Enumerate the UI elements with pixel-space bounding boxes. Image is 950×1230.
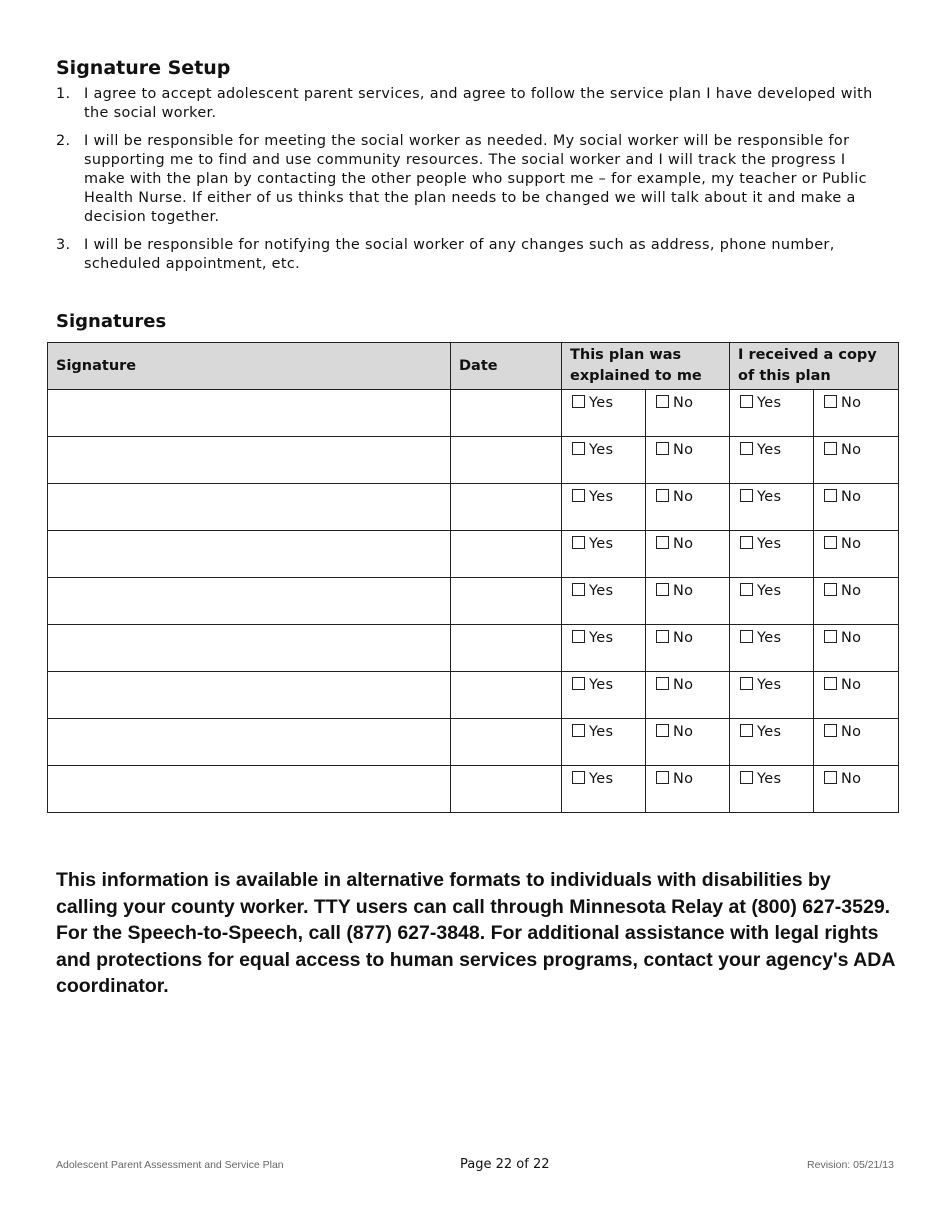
explained-no-checkbox[interactable] bbox=[656, 771, 669, 784]
received-yes-checkbox[interactable] bbox=[740, 677, 753, 690]
received-yes-cell bbox=[730, 672, 814, 719]
explained-no-checkbox[interactable] bbox=[656, 489, 669, 502]
date-column-header: Date bbox=[451, 343, 562, 390]
explained-yes-checkbox[interactable] bbox=[572, 583, 585, 596]
checkbox-label: Yes bbox=[589, 395, 614, 411]
received-yes-checkbox[interactable] bbox=[740, 630, 753, 643]
agreement-item bbox=[56, 236, 886, 274]
checkbox-label: No bbox=[841, 489, 862, 505]
signature-cell[interactable] bbox=[48, 578, 451, 625]
date-cell[interactable] bbox=[451, 578, 562, 625]
received-yes-checkbox[interactable] bbox=[740, 489, 753, 502]
signature-cell[interactable] bbox=[48, 484, 451, 531]
checkbox-label: No bbox=[841, 677, 862, 693]
checkbox-label: No bbox=[673, 630, 694, 646]
checkbox-label: No bbox=[673, 536, 694, 552]
explained-no-checkbox[interactable] bbox=[656, 583, 669, 596]
agreement-number: 3. bbox=[56, 237, 71, 253]
table-header-row bbox=[48, 343, 899, 390]
explained-no-cell bbox=[646, 625, 730, 672]
explained-yes-cell bbox=[562, 766, 646, 813]
explained-yes-checkbox[interactable] bbox=[572, 442, 585, 455]
explained-yes-cell bbox=[562, 484, 646, 531]
explained-no-checkbox[interactable] bbox=[656, 630, 669, 643]
date-cell[interactable] bbox=[451, 625, 562, 672]
date-cell[interactable] bbox=[451, 766, 562, 813]
agreement-text: I agree to accept adolescent parent services, and agree to follow the service plan I have developed with the social worker. bbox=[84, 86, 873, 121]
checkbox-label: Yes bbox=[757, 630, 782, 646]
explained-no-cell bbox=[646, 484, 730, 531]
checkbox-label: Yes bbox=[589, 489, 614, 505]
received-no-checkbox[interactable] bbox=[824, 442, 837, 455]
explained-yes-checkbox[interactable] bbox=[572, 630, 585, 643]
received-yes-cell bbox=[730, 766, 814, 813]
signatures-table bbox=[47, 342, 899, 813]
checkbox-label: No bbox=[673, 583, 694, 599]
checkbox-label: No bbox=[673, 442, 694, 458]
received-no-checkbox[interactable] bbox=[824, 677, 837, 690]
checkbox-label: Yes bbox=[757, 771, 782, 787]
agreement-item bbox=[56, 85, 886, 123]
checkbox-label: No bbox=[841, 583, 862, 599]
received-no-cell bbox=[814, 531, 899, 578]
explained-no-cell bbox=[646, 531, 730, 578]
received-no-cell bbox=[814, 437, 899, 484]
accessibility-notice: This information is available in alternative formats to individuals with disabilities by calling your county worker. TTY users can call through Minnesota Relay at (800) 627-3529. For the Speech-to-Speech, call (877) 627-3848. For additional assistance with legal rights and protections for equal access to human services programs, contact your agency's ADA coordinator. bbox=[56, 869, 895, 998]
received-yes-checkbox[interactable] bbox=[740, 395, 753, 408]
signature-cell[interactable] bbox=[48, 437, 451, 484]
received-no-cell bbox=[814, 484, 899, 531]
received-no-checkbox[interactable] bbox=[824, 724, 837, 737]
signatures-heading: Signatures bbox=[56, 311, 167, 332]
checkbox-label: No bbox=[841, 630, 862, 646]
signature-cell[interactable] bbox=[48, 625, 451, 672]
explained-yes-cell bbox=[562, 531, 646, 578]
checkbox-label: Yes bbox=[757, 442, 782, 458]
received-no-checkbox[interactable] bbox=[824, 771, 837, 784]
checkbox-label: Yes bbox=[589, 442, 614, 458]
explained-yes-checkbox[interactable] bbox=[572, 536, 585, 549]
checkbox-label: Yes bbox=[589, 724, 614, 740]
signature-row bbox=[48, 625, 899, 672]
checkbox-label: No bbox=[673, 395, 694, 411]
explained-no-cell bbox=[646, 766, 730, 813]
explained-yes-cell bbox=[562, 578, 646, 625]
signature-column-header: Signature bbox=[48, 343, 451, 390]
received-no-checkbox[interactable] bbox=[824, 489, 837, 502]
checkbox-label: Yes bbox=[589, 677, 614, 693]
received-yes-cell bbox=[730, 578, 814, 625]
date-cell[interactable] bbox=[451, 719, 562, 766]
checkbox-label: No bbox=[841, 536, 862, 552]
checkbox-label: Yes bbox=[589, 630, 614, 646]
checkbox-label: No bbox=[673, 677, 694, 693]
signature-row bbox=[48, 766, 899, 813]
agreement-number: 1. bbox=[56, 86, 71, 102]
checkbox-label: No bbox=[841, 771, 862, 787]
agreement-item bbox=[56, 132, 886, 227]
checkbox-label: Yes bbox=[589, 583, 614, 599]
checkbox-label: No bbox=[673, 771, 694, 787]
received-yes-checkbox[interactable] bbox=[740, 536, 753, 549]
signature-cell[interactable] bbox=[48, 766, 451, 813]
received-yes-cell bbox=[730, 484, 814, 531]
checkbox-label: Yes bbox=[757, 536, 782, 552]
received-yes-checkbox[interactable] bbox=[740, 583, 753, 596]
received-no-cell bbox=[814, 625, 899, 672]
explained-yes-cell bbox=[562, 437, 646, 484]
date-cell[interactable] bbox=[451, 390, 562, 437]
signatures-table-body bbox=[48, 390, 899, 813]
signature-row bbox=[48, 437, 899, 484]
received-no-cell bbox=[814, 719, 899, 766]
checkbox-label: Yes bbox=[589, 536, 614, 552]
agreement-text: I will be responsible for meeting the social worker as needed. My social worker will be responsible for supporting me to find and use community resources. The social worker and I will track the progress I make with the plan by contacting the other people who support me – for example, my teacher or Public Health Nurse. If either of us thinks that the plan needs to be changed we will talk about it and make a decision together. bbox=[84, 133, 867, 225]
signature-cell[interactable] bbox=[48, 672, 451, 719]
received-no-cell bbox=[814, 672, 899, 719]
date-cell[interactable] bbox=[451, 437, 562, 484]
received-no-checkbox[interactable] bbox=[824, 395, 837, 408]
signature-cell[interactable] bbox=[48, 719, 451, 766]
signature-row bbox=[48, 390, 899, 437]
checkbox-label: Yes bbox=[757, 583, 782, 599]
received-no-cell bbox=[814, 766, 899, 813]
explained-no-checkbox[interactable] bbox=[656, 677, 669, 690]
checkbox-label: Yes bbox=[757, 724, 782, 740]
checkbox-label: No bbox=[841, 442, 862, 458]
received-no-checkbox[interactable] bbox=[824, 536, 837, 549]
received-yes-cell bbox=[730, 437, 814, 484]
explained-yes-checkbox[interactable] bbox=[572, 724, 585, 737]
footer-page-number: Page 22 of 22 bbox=[460, 1157, 550, 1172]
explained-yes-checkbox[interactable] bbox=[572, 771, 585, 784]
explained-no-cell bbox=[646, 437, 730, 484]
signature-row bbox=[48, 578, 899, 625]
received-column-header: I received a copy of this plan bbox=[730, 343, 899, 390]
agreement-list bbox=[56, 85, 886, 283]
signature-row bbox=[48, 719, 899, 766]
explained-no-checkbox[interactable] bbox=[656, 724, 669, 737]
explained-column-header: This plan was explained to me bbox=[562, 343, 730, 390]
received-yes-cell bbox=[730, 531, 814, 578]
date-cell[interactable] bbox=[451, 484, 562, 531]
explained-yes-checkbox[interactable] bbox=[572, 489, 585, 502]
explained-yes-cell bbox=[562, 390, 646, 437]
explained-yes-cell bbox=[562, 672, 646, 719]
explained-no-cell bbox=[646, 390, 730, 437]
signature-cell[interactable] bbox=[48, 531, 451, 578]
checkbox-label: No bbox=[673, 489, 694, 505]
explained-no-checkbox[interactable] bbox=[656, 536, 669, 549]
signature-cell[interactable] bbox=[48, 390, 451, 437]
received-yes-checkbox[interactable] bbox=[740, 771, 753, 784]
explained-no-cell bbox=[646, 672, 730, 719]
explained-yes-checkbox[interactable] bbox=[572, 677, 585, 690]
explained-no-checkbox[interactable] bbox=[656, 395, 669, 408]
checkbox-label: Yes bbox=[757, 489, 782, 505]
received-no-checkbox[interactable] bbox=[824, 583, 837, 596]
explained-no-checkbox[interactable] bbox=[656, 442, 669, 455]
footer-document-title: Adolescent Parent Assessment and Service Plan bbox=[56, 1159, 284, 1171]
received-yes-checkbox[interactable] bbox=[740, 724, 753, 737]
received-yes-cell bbox=[730, 625, 814, 672]
explained-no-cell bbox=[646, 578, 730, 625]
footer-revision: Revision: 05/21/13 bbox=[807, 1159, 894, 1171]
checkbox-label: No bbox=[841, 724, 862, 740]
received-yes-cell bbox=[730, 390, 814, 437]
agreement-text: I will be responsible for notifying the social worker of any changes such as address, phone number, scheduled appointment, etc. bbox=[84, 237, 835, 272]
signature-row bbox=[48, 484, 899, 531]
checkbox-label: No bbox=[673, 724, 694, 740]
date-cell[interactable] bbox=[451, 531, 562, 578]
signature-setup-heading: Signature Setup bbox=[56, 57, 231, 79]
explained-yes-cell bbox=[562, 719, 646, 766]
explained-yes-checkbox[interactable] bbox=[572, 395, 585, 408]
received-no-cell bbox=[814, 390, 899, 437]
agreement-number: 2. bbox=[56, 133, 71, 149]
checkbox-label: Yes bbox=[757, 395, 782, 411]
checkbox-label: No bbox=[841, 395, 862, 411]
received-no-cell bbox=[814, 578, 899, 625]
received-yes-checkbox[interactable] bbox=[740, 442, 753, 455]
explained-yes-cell bbox=[562, 625, 646, 672]
signature-row bbox=[48, 531, 899, 578]
date-cell[interactable] bbox=[451, 672, 562, 719]
received-yes-cell bbox=[730, 719, 814, 766]
explained-no-cell bbox=[646, 719, 730, 766]
checkbox-label: Yes bbox=[757, 677, 782, 693]
received-no-checkbox[interactable] bbox=[824, 630, 837, 643]
checkbox-label: Yes bbox=[589, 771, 614, 787]
signature-row bbox=[48, 672, 899, 719]
